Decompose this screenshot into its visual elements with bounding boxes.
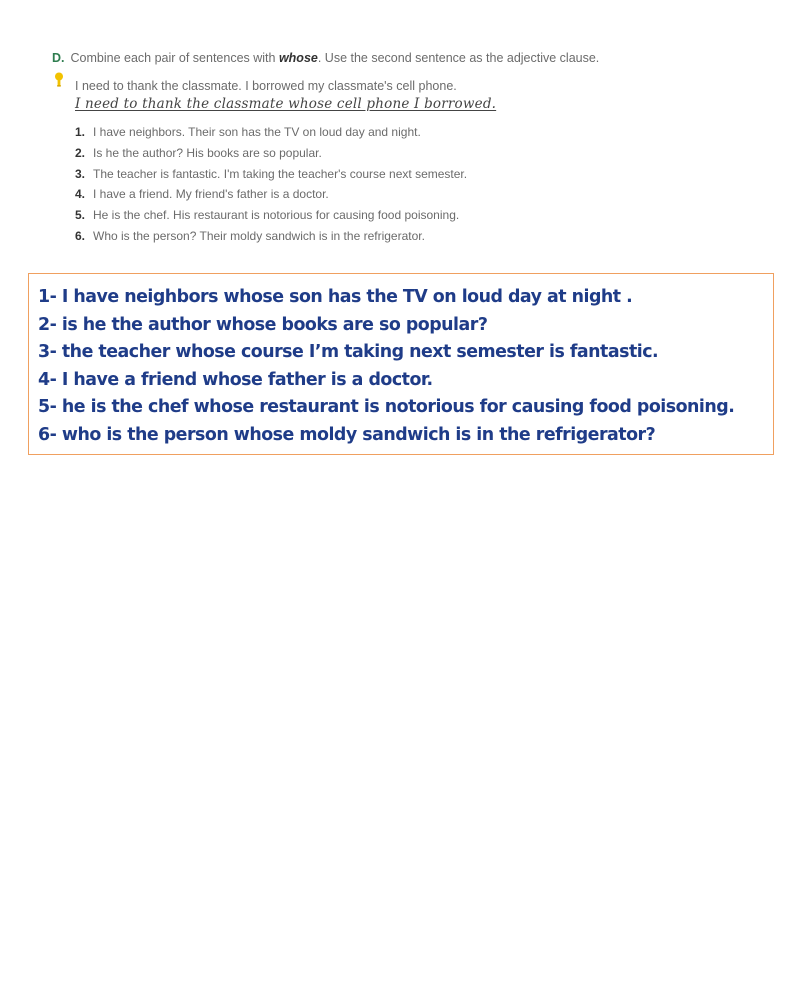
instruction-text: Combine each pair of sentences with [70,51,279,65]
item-text: The teacher is fantastic. I'm taking the teacher's course next semester. [93,166,468,181]
instruction-keyword: whose [278,51,318,65]
answer-line: 2- is he the author whose books are so popular? [38,314,488,335]
answer-line: 3- the teacher whose course I’m taking next semester is fantastic. [38,342,659,362]
answer-line: 6- who is the person whose moldy sandwich is in the refrigerator? [38,424,656,445]
exercise-item [75,164,467,185]
item-number: 4. [75,187,86,202]
example-prompt: I need to thank the classmate. I borrowed my classmate's cell phone. [75,79,457,93]
lightbulb-icon [54,72,64,88]
item-text: Who is the person? Their moldy sandwich is in the refrigerator. [93,228,425,243]
answer-line: 4- I have a friend whose father is a doctor. [38,369,433,390]
item-text: He is the chef. His restaurant is notorious for causing food poisoning. [93,208,460,223]
item-number: 1. [75,125,86,139]
exercise-item [75,122,467,143]
exercise-instruction [52,51,599,65]
section-letter: D. [52,51,65,65]
item-text: Is he the author? His books are so popular. [93,145,322,160]
answer-box [28,273,774,455]
item-number: 6. [75,228,86,243]
exercise-items [75,122,467,247]
exercise-section [0,0,800,260]
exercise-item [75,143,467,164]
item-text: I have a friend. My friend's father is a doctor. [93,187,329,202]
exercise-item [75,226,467,247]
example-answer: I need to thank the classmate whose cell phone I borrowed. [75,96,497,112]
answer-line: 5- he is the chef whose restaurant is notorious for causing food poisoning. [38,397,735,417]
answer-line: 1- I have neighbors whose son has the TV on loud day at night . [38,287,633,307]
item-number: 5. [75,208,86,223]
instruction-text-end: . Use the second sentence as the adjective clause. [317,51,600,65]
item-text: I have neighbors. Their son has the TV on loud day and night. [93,125,421,139]
item-number: 3. [75,166,86,181]
exercise-item [75,205,467,226]
exercise-item [75,184,467,205]
item-number: 2. [75,145,86,160]
